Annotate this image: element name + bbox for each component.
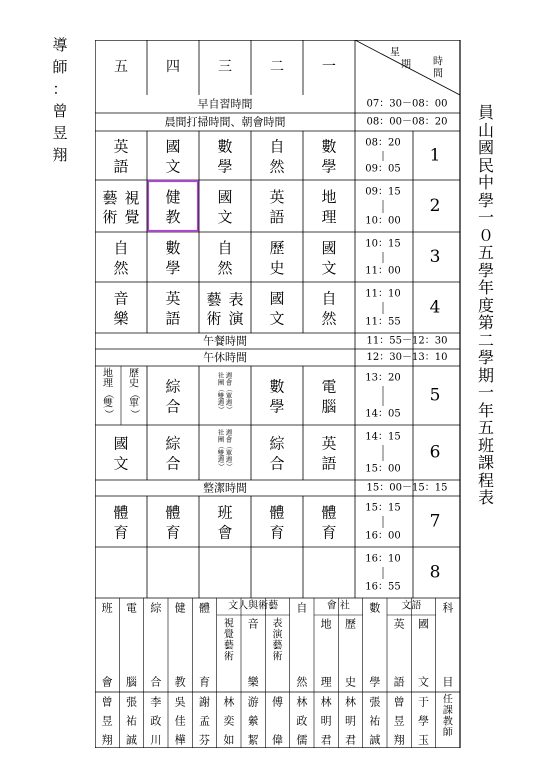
subject-cell: 合 bbox=[165, 397, 181, 416]
subject-cell: 覺 bbox=[124, 208, 140, 226]
subject-cell-tiny: ） bbox=[225, 406, 233, 413]
title-char: 年 bbox=[477, 278, 494, 297]
subject-cell: 然 bbox=[217, 259, 233, 277]
subject-name: 地 bbox=[320, 617, 332, 631]
subject-cell: 音 bbox=[113, 289, 129, 308]
subject-cell-small: 地 bbox=[103, 368, 113, 380]
teacher-note-char: 導 bbox=[52, 36, 68, 54]
teacher-name: 川 bbox=[150, 733, 162, 747]
subject-cell: 國 bbox=[321, 239, 337, 257]
subject-name: 目 bbox=[442, 675, 454, 689]
subject-cell: 育 bbox=[113, 523, 129, 542]
day-header-5: 一 bbox=[322, 59, 336, 75]
subject-name: 育 bbox=[199, 675, 210, 689]
subject-name: 視 bbox=[223, 618, 234, 630]
subject-cell: 表 bbox=[228, 290, 244, 309]
subject-name: 然 bbox=[296, 675, 308, 689]
subject-name: 班 bbox=[101, 601, 113, 615]
subject-cell-tiny: 週 bbox=[217, 455, 225, 464]
teacher-name: 玉 bbox=[418, 733, 429, 747]
subject-name: 表 bbox=[272, 618, 283, 630]
subject-name: 覺 bbox=[223, 629, 234, 641]
subject-cell: 育 bbox=[269, 523, 285, 542]
title-char: 班 bbox=[477, 435, 494, 455]
teacher-name: 君 bbox=[320, 733, 332, 747]
band-label: 整潔時間 bbox=[203, 481, 247, 495]
title-char: 表 bbox=[477, 488, 494, 507]
teacher-name: 昱 bbox=[101, 714, 113, 728]
period-number: 8 bbox=[429, 562, 441, 583]
subject-cell: 國 bbox=[165, 137, 181, 156]
teacher-name: 師 bbox=[442, 727, 453, 739]
teacher-name: 昱 bbox=[393, 714, 405, 728]
subject-name: 學 bbox=[369, 675, 381, 689]
title-char: 課 bbox=[477, 453, 494, 472]
subject-cell: 學 bbox=[165, 259, 181, 277]
period-start-time: 16：10 bbox=[365, 553, 401, 565]
subject-cell: 育 bbox=[321, 523, 337, 542]
period-end-time: 10：00 bbox=[365, 215, 401, 227]
teacher-name: 明 bbox=[345, 714, 356, 728]
title-char: 中 bbox=[477, 173, 494, 192]
period-start-time: 09：15 bbox=[365, 186, 401, 198]
subject-cell: 自 bbox=[321, 289, 337, 308]
subject-cell-tiny: 週 bbox=[217, 398, 225, 407]
subject-cell: 合 bbox=[165, 454, 181, 473]
title-char: 期 bbox=[477, 365, 494, 385]
teacher-name: 曾 bbox=[393, 695, 405, 709]
teacher-name: 于 bbox=[418, 695, 429, 709]
timetable bbox=[95, 40, 465, 752]
teacher-name: 游 bbox=[247, 695, 259, 709]
subject-cell: 然 bbox=[321, 309, 337, 328]
subject-name: 數 bbox=[369, 601, 381, 615]
subject-name: 英 bbox=[393, 617, 405, 631]
teacher-name: 課 bbox=[442, 705, 453, 717]
subject-cell-tiny: 會 bbox=[225, 378, 233, 387]
subject-cell-tiny: ） bbox=[217, 463, 225, 470]
teacher-name: 樺 bbox=[174, 733, 186, 747]
teacher-name: 翔 bbox=[101, 733, 113, 747]
corner-label-time: 間 bbox=[433, 68, 443, 80]
title-char: 學 bbox=[477, 348, 494, 367]
teacher-name: 張 bbox=[126, 695, 137, 709]
period-start-time: 15：15 bbox=[365, 502, 401, 514]
title-char: 第 bbox=[477, 313, 494, 332]
period-start-time: 13：20 bbox=[365, 372, 401, 384]
teacher-note-char: 昱 bbox=[52, 124, 68, 142]
teacher-name: 林 bbox=[296, 695, 308, 709]
period-end-time: 11：00 bbox=[365, 265, 401, 277]
subject-name: 自 bbox=[296, 601, 308, 615]
subject-cell: 教 bbox=[165, 208, 181, 226]
subject-cell-small: （ bbox=[128, 389, 140, 399]
teacher-name: 任 bbox=[442, 694, 453, 706]
subject-cell: 數 bbox=[321, 137, 337, 156]
title-char: 學 bbox=[477, 190, 494, 210]
subject-name: 體 bbox=[199, 601, 210, 615]
subject-cell: 體 bbox=[165, 503, 181, 522]
subject-name: 演 bbox=[272, 629, 283, 641]
subject-cell: 班 bbox=[217, 503, 233, 522]
title-char: 民 bbox=[477, 155, 494, 175]
corner-label-week: 星 bbox=[390, 47, 400, 59]
period-number: 4 bbox=[429, 297, 441, 318]
teacher-note-char: 曾 bbox=[52, 102, 68, 120]
subject-name: 綜 bbox=[150, 601, 162, 615]
period-end-time: 09：05 bbox=[365, 163, 401, 175]
teacher-name: 吳 bbox=[174, 695, 186, 709]
teacher-name: 教 bbox=[442, 716, 453, 728]
subject-name: 音 bbox=[247, 617, 259, 631]
subject-cell: 綜 bbox=[269, 434, 285, 453]
title-char: 五 bbox=[477, 243, 494, 262]
teacher-name: 林 bbox=[223, 695, 235, 709]
subject-cell: 語 bbox=[269, 208, 285, 226]
subject-cell-small: 史 bbox=[129, 378, 139, 390]
subject-cell: 學 bbox=[269, 397, 285, 416]
subject-name: 史 bbox=[345, 675, 356, 689]
subject-cell-tiny: ） bbox=[217, 406, 225, 413]
teacher-note-char: 師 bbox=[52, 58, 68, 76]
teacher-name: 如 bbox=[223, 733, 235, 747]
subject-cell-tiny: 團 bbox=[217, 378, 225, 387]
subject-cell: 腦 bbox=[321, 397, 337, 416]
subject-name: 健 bbox=[174, 601, 186, 615]
subject-cell: 合 bbox=[269, 454, 285, 473]
subject-name: 藝 bbox=[223, 640, 234, 652]
day-header-3: 三 bbox=[218, 59, 232, 75]
subject-cell-small: 單 bbox=[129, 398, 139, 410]
subject-cell-small: （ bbox=[102, 389, 114, 399]
subject-cell: 會 bbox=[217, 523, 233, 542]
teacher-name: 明 bbox=[320, 714, 332, 728]
teacher-name: 曾 bbox=[101, 695, 113, 709]
period-end-time: 16：55 bbox=[365, 581, 401, 593]
title-char: 五 bbox=[477, 418, 494, 437]
subject-cell: 體 bbox=[113, 503, 129, 522]
subject-cell: 藝 bbox=[102, 189, 118, 207]
subject-group-label: 文語 bbox=[401, 600, 422, 612]
band-time: 07：30－08：00 bbox=[366, 98, 448, 110]
subject-cell: 歷 bbox=[269, 239, 285, 257]
period-end-time: 16：00 bbox=[365, 530, 401, 542]
band-time: 08：00－08：20 bbox=[366, 116, 448, 128]
teacher-name: 林 bbox=[345, 695, 356, 709]
subject-name: 藝 bbox=[272, 640, 283, 652]
band-time: 12：30－13：10 bbox=[366, 352, 448, 363]
subject-cell: 國 bbox=[217, 188, 233, 206]
subject-name: 國 bbox=[418, 617, 429, 631]
subject-cell: 體 bbox=[269, 503, 285, 522]
subject-cell-small: 理 bbox=[103, 378, 113, 390]
subject-cell-tiny: （ bbox=[225, 442, 233, 450]
subject-cell: 學 bbox=[217, 157, 233, 176]
subject-name: 腦 bbox=[126, 675, 137, 689]
subject-cell: 術 bbox=[206, 309, 222, 328]
subject-cell-tiny: 單 bbox=[225, 391, 233, 400]
subject-cell: 文 bbox=[321, 259, 337, 277]
subject-name: 科 bbox=[442, 601, 454, 615]
day-header-4: 二 bbox=[270, 59, 284, 75]
subject-cell: 文 bbox=[165, 157, 181, 176]
subject-cell: 綜 bbox=[165, 377, 181, 396]
subject-cell-tiny: （ bbox=[217, 385, 225, 393]
subject-cell: 體 bbox=[321, 503, 337, 522]
teacher-name: 芬 bbox=[199, 733, 210, 747]
subject-cell: 然 bbox=[269, 157, 285, 176]
band-label: 早自習時間 bbox=[197, 97, 253, 111]
day-header-2: 四 bbox=[166, 59, 180, 75]
subject-name: 歷 bbox=[345, 617, 356, 631]
band-time: 11：55－12：30 bbox=[366, 335, 448, 347]
subject-cell: 樂 bbox=[113, 309, 129, 328]
subject-cell: 文 bbox=[113, 454, 129, 473]
title-char: 山 bbox=[477, 120, 494, 140]
subject-cell: 英 bbox=[269, 188, 285, 206]
subject-cell-tiny: 會 bbox=[225, 435, 233, 444]
subject-cell-tiny: 雙 bbox=[217, 448, 225, 457]
teacher-name: 絜 bbox=[247, 733, 259, 747]
subject-cell: 視 bbox=[124, 189, 140, 207]
subject-name: 術 bbox=[272, 651, 283, 663]
teacher-name: 政 bbox=[296, 714, 308, 728]
subject-cell: 國 bbox=[269, 289, 285, 308]
teacher-note bbox=[50, 38, 70, 170]
subject-name: 教 bbox=[174, 675, 186, 689]
title-char: ０ bbox=[477, 225, 494, 245]
subject-cell-tiny: 週 bbox=[225, 455, 233, 464]
subject-cell: 理 bbox=[321, 208, 337, 226]
title-char: 員 bbox=[477, 103, 494, 122]
teacher-name: 佳 bbox=[174, 714, 186, 728]
teacher-name: 傅 bbox=[272, 695, 283, 709]
subject-cell: 電 bbox=[321, 377, 337, 396]
title-char: 一 bbox=[477, 383, 494, 402]
subject-cell: 語 bbox=[165, 309, 181, 328]
subject-name: 理 bbox=[320, 675, 332, 689]
subject-cell-tiny: 週 bbox=[225, 398, 233, 407]
subject-cell-tiny: （ bbox=[225, 385, 233, 393]
page-title bbox=[475, 105, 497, 508]
band-time: 15：00－15：15 bbox=[366, 482, 448, 494]
subject-group-label: 文人與術藝 bbox=[228, 600, 279, 612]
subject-cell: 藝 bbox=[206, 290, 222, 309]
subject-cell: 綜 bbox=[165, 434, 181, 453]
corner-label-week: 期 bbox=[401, 59, 411, 71]
period-start-time: 11：10 bbox=[365, 288, 401, 300]
title-char: 學 bbox=[477, 260, 494, 280]
subject-cell-tiny: 社 bbox=[217, 428, 225, 437]
subject-cell: 數 bbox=[269, 377, 285, 396]
teacher-name: 翔 bbox=[393, 733, 405, 747]
subject-cell-small: 雙 bbox=[103, 398, 113, 410]
period-start-time: 14：15 bbox=[365, 431, 401, 443]
subject-cell: 國 bbox=[113, 434, 129, 453]
timetable-grid bbox=[95, 40, 465, 748]
period-end-time: 15：00 bbox=[365, 463, 401, 475]
teacher-name: 祐 bbox=[369, 714, 381, 728]
title-char: 度 bbox=[477, 295, 494, 315]
title-char: 程 bbox=[477, 470, 494, 490]
teacher-name: 奕 bbox=[223, 714, 235, 728]
subject-cell: 育 bbox=[165, 523, 181, 542]
subject-cell-tiny: ） bbox=[225, 463, 233, 470]
period-start-time: 10：15 bbox=[365, 238, 401, 250]
teacher-name: 誠 bbox=[369, 733, 381, 747]
band-label: 午餐時間 bbox=[203, 334, 247, 348]
subject-name: 文 bbox=[418, 675, 429, 689]
subject-cell-tiny: 雙 bbox=[217, 391, 225, 400]
subject-cell: 演 bbox=[228, 309, 244, 328]
teacher-name: 政 bbox=[150, 714, 162, 728]
subject-group-label: 會 社 bbox=[326, 600, 350, 612]
period-end-time: 14：05 bbox=[365, 408, 401, 420]
title-char: 一 bbox=[477, 208, 494, 227]
period-start-time: 08：20 bbox=[365, 137, 401, 149]
subject-cell: 數 bbox=[165, 239, 181, 257]
subject-name: 電 bbox=[126, 601, 137, 615]
subject-name: 語 bbox=[393, 675, 405, 689]
subject-cell: 學 bbox=[321, 157, 337, 176]
period-number: 7 bbox=[429, 511, 441, 532]
band-label: 晨間打掃時間、朝會時間 bbox=[164, 115, 286, 129]
subject-cell: 文 bbox=[269, 309, 285, 328]
subject-cell: 地 bbox=[321, 188, 337, 206]
teacher-name: 學 bbox=[418, 714, 429, 728]
subject-cell-tiny: 週 bbox=[225, 428, 233, 437]
subject-name: 樂 bbox=[247, 675, 259, 689]
subject-cell: 語 bbox=[113, 157, 129, 176]
subject-cell-tiny: 團 bbox=[217, 435, 225, 444]
subject-cell: 健 bbox=[165, 188, 181, 206]
subject-cell: 然 bbox=[113, 259, 129, 277]
subject-cell: 自 bbox=[217, 239, 233, 257]
subject-cell-small: ） bbox=[128, 409, 140, 419]
subject-name: 合 bbox=[150, 675, 162, 689]
subject-cell: 語 bbox=[321, 454, 337, 473]
subject-cell: 術 bbox=[102, 208, 118, 226]
teacher-name: 林 bbox=[320, 695, 332, 709]
teacher-name: 祐 bbox=[126, 714, 137, 728]
band-label: 午休時間 bbox=[203, 351, 247, 364]
subject-cell-tiny: （ bbox=[217, 442, 225, 450]
subject-cell-tiny: 週 bbox=[225, 371, 233, 380]
period-number: 1 bbox=[429, 145, 441, 166]
teacher-name: 孟 bbox=[199, 714, 210, 728]
teacher-name: 李 bbox=[150, 695, 162, 709]
period-end-time: 11：55 bbox=[365, 316, 401, 328]
teacher-name: 儒 bbox=[296, 733, 308, 747]
subject-cell-tiny: 社 bbox=[217, 371, 225, 380]
period-number: 2 bbox=[429, 196, 441, 216]
subject-name: 術 bbox=[223, 651, 234, 663]
subject-cell: 自 bbox=[113, 239, 129, 257]
title-char: 年 bbox=[477, 400, 494, 420]
teacher-name: 謝 bbox=[199, 695, 210, 709]
subject-cell-small: 歷 bbox=[129, 368, 139, 380]
teacher-name: 誠 bbox=[126, 733, 137, 747]
title-char: 國 bbox=[477, 138, 494, 157]
subject-cell: 自 bbox=[269, 137, 285, 156]
teacher-name: 偉 bbox=[272, 733, 283, 747]
corner-label-time: 時 bbox=[433, 56, 443, 68]
teacher-name: 張 bbox=[369, 695, 381, 709]
teacher-note-char: 翔 bbox=[52, 146, 68, 164]
subject-cell: 英 bbox=[321, 434, 337, 453]
title-char: 二 bbox=[477, 330, 494, 350]
period-number: 3 bbox=[429, 247, 441, 267]
subject-cell-tiny: 單 bbox=[225, 448, 233, 457]
subject-cell: 文 bbox=[217, 208, 233, 226]
teacher-name: 君 bbox=[345, 733, 356, 747]
day-header-1: 五 bbox=[114, 59, 128, 75]
subject-cell-small: ） bbox=[102, 409, 114, 419]
period-number: 5 bbox=[429, 385, 441, 406]
subject-cell: 英 bbox=[165, 289, 181, 308]
subject-name: 會 bbox=[101, 675, 113, 689]
teacher-note-char: ： bbox=[52, 80, 68, 98]
subject-cell: 數 bbox=[217, 137, 233, 156]
subject-cell: 史 bbox=[269, 259, 285, 277]
subject-cell: 英 bbox=[113, 137, 129, 156]
period-number: 6 bbox=[429, 442, 441, 463]
teacher-name: 縈 bbox=[247, 714, 259, 728]
